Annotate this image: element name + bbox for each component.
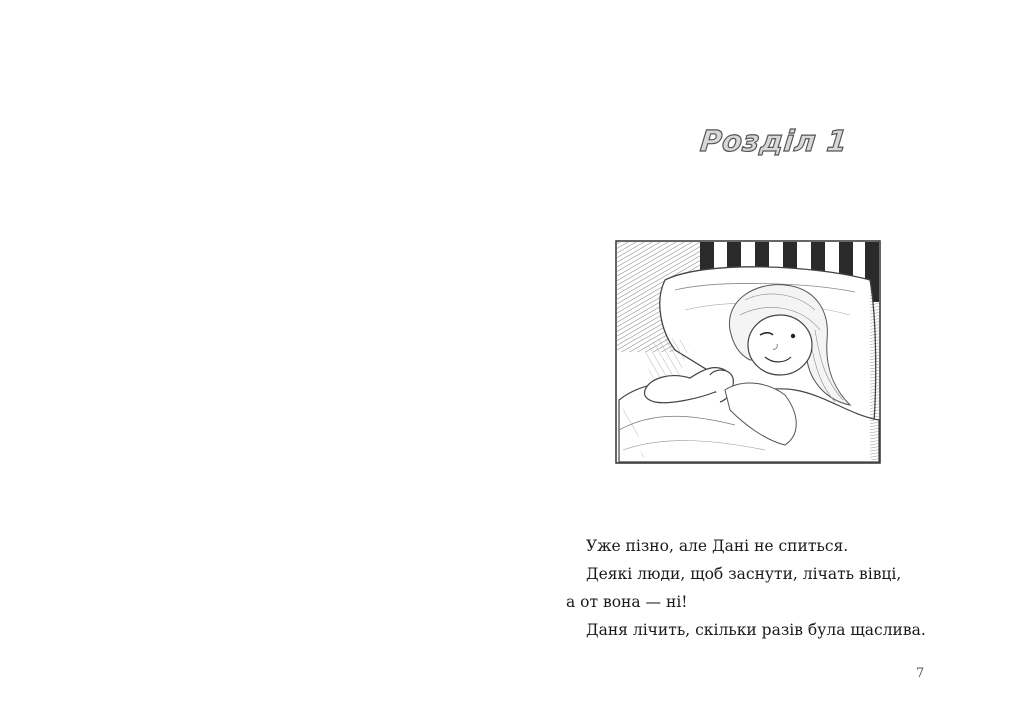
page-number: 7 bbox=[916, 666, 925, 681]
paragraph-3: Даня лічить, скільки разів була щаслива. bbox=[586, 621, 926, 639]
paragraph-1: Уже пізно, але Дані не спиться. bbox=[586, 537, 849, 555]
paragraph-2-continued: а от вона — ні! bbox=[566, 593, 688, 611]
girl-in-bed-illustration bbox=[615, 240, 883, 468]
paragraph-2: Деякі люди, щоб заснути, лічать вівці, bbox=[586, 565, 902, 583]
chapter-title: Розділ 1 bbox=[698, 124, 850, 158]
right-page bbox=[512, 0, 1024, 726]
